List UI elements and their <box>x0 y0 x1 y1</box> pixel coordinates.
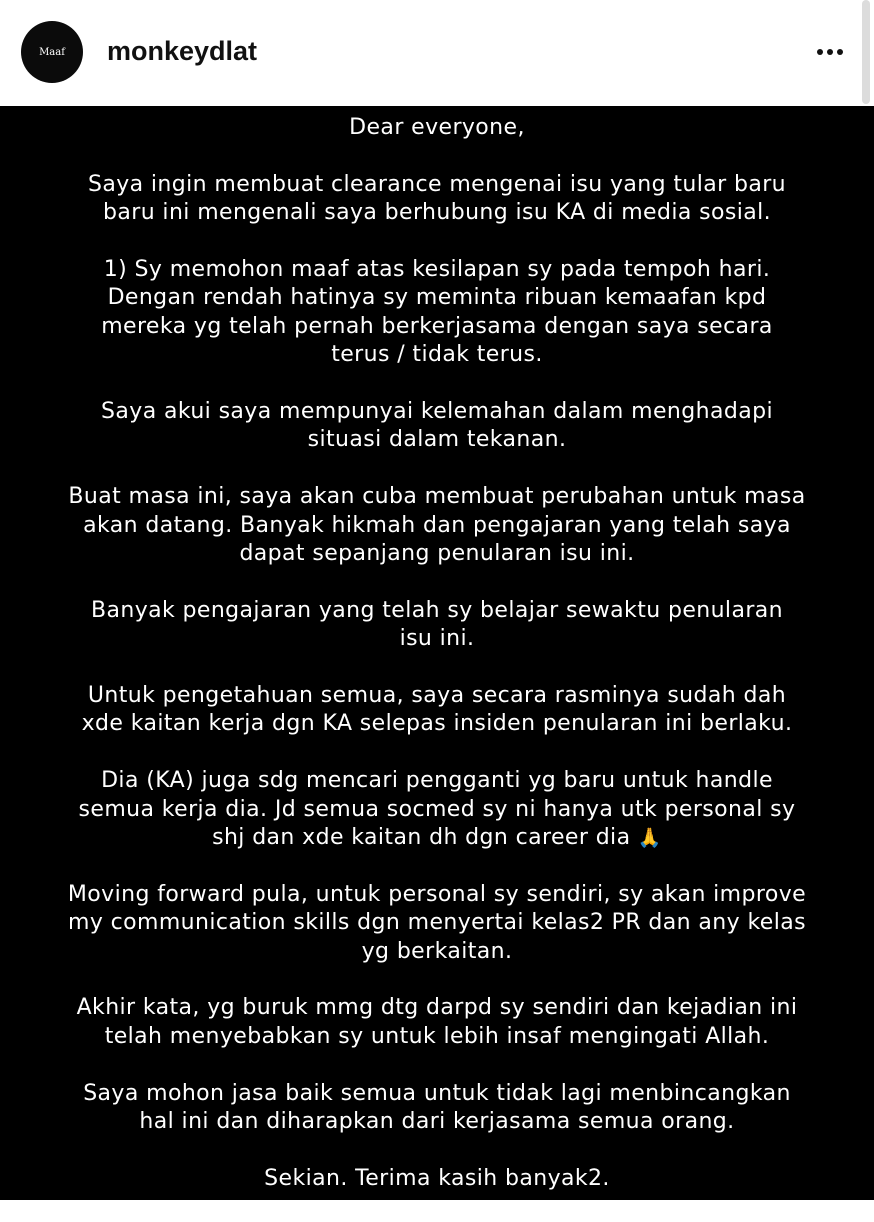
closing: Sekian. Terima kasih banyak2. <box>264 1165 610 1191</box>
paragraph-3: Saya akui saya mempunyai kelemahan dalam menghadapi situasi dalam tekanan. <box>101 399 773 453</box>
paragraph-10: Saya mohon jasa baik semua untuk tidak lagi menbincangkan hal ini dan diharapkan dari kerjasama semua orang. <box>83 1080 791 1135</box>
praying-hands-icon: 🙏 <box>637 827 662 850</box>
avatar[interactable] <box>21 21 83 83</box>
paragraph-2: 1) Sy memohon maaf atas kesilapan sy pada tempoh hari. Dengan rendah hatinya sy meminta ribuan kemaafan kpd mereka yg telah pernah berkerjasama dengan saya secara terus / tidak terus. <box>101 257 773 368</box>
paragraph-6: Untuk pengetahuan semua, saya secara rasminya sudah dah xde kaitan kerja dgn KA selepas insiden penularan ini berlaku. <box>81 683 793 737</box>
post-image <box>0 106 874 1200</box>
post-text <box>0 114 874 1222</box>
greeting: Dear everyone, <box>349 115 525 140</box>
avatar-text: Maaf <box>39 46 65 58</box>
paragraph-4: Buat masa ini, saya akan cuba membuat perubahan untuk masa akan datang. Banyak hikmah dan pengajaran yang telah saya dapat sepanjang penularan isu ini. <box>68 484 806 567</box>
more-options-icon[interactable] <box>808 38 852 66</box>
scrollbar[interactable] <box>862 0 870 104</box>
username-link[interactable]: monkeydlat <box>107 36 258 66</box>
paragraph-9: Akhir kata, yg buruk mmg dtg darpd sy sendiri dan kejadian ini telah menyebabkan sy untuk lebih insaf mengingati Allah. <box>76 995 798 1049</box>
paragraph-8: Moving forward pula, untuk personal sy sendiri, sy akan improve my communication skills dgn menyertai kelas2 PR dan any kelas yg berkaitan. <box>67 881 807 964</box>
paragraph-7: Dia (KA) juga sdg mencari pengganti yg baru untuk handle semua kerja dia. Jd semua socmed sy ni hanya utk personal sy shj dan xde kaitan dh dgn career dia 🙏 <box>78 768 796 851</box>
paragraph-1: Saya ingin membuat clearance mengenai isu yang tular baru baru ini mengenali saya berhubung isu KA di media sosial. <box>87 171 787 226</box>
paragraph-5: Banyak pengajaran yang telah sy belajar sewaktu penularan isu ini. <box>90 597 784 652</box>
post-header <box>0 0 874 106</box>
